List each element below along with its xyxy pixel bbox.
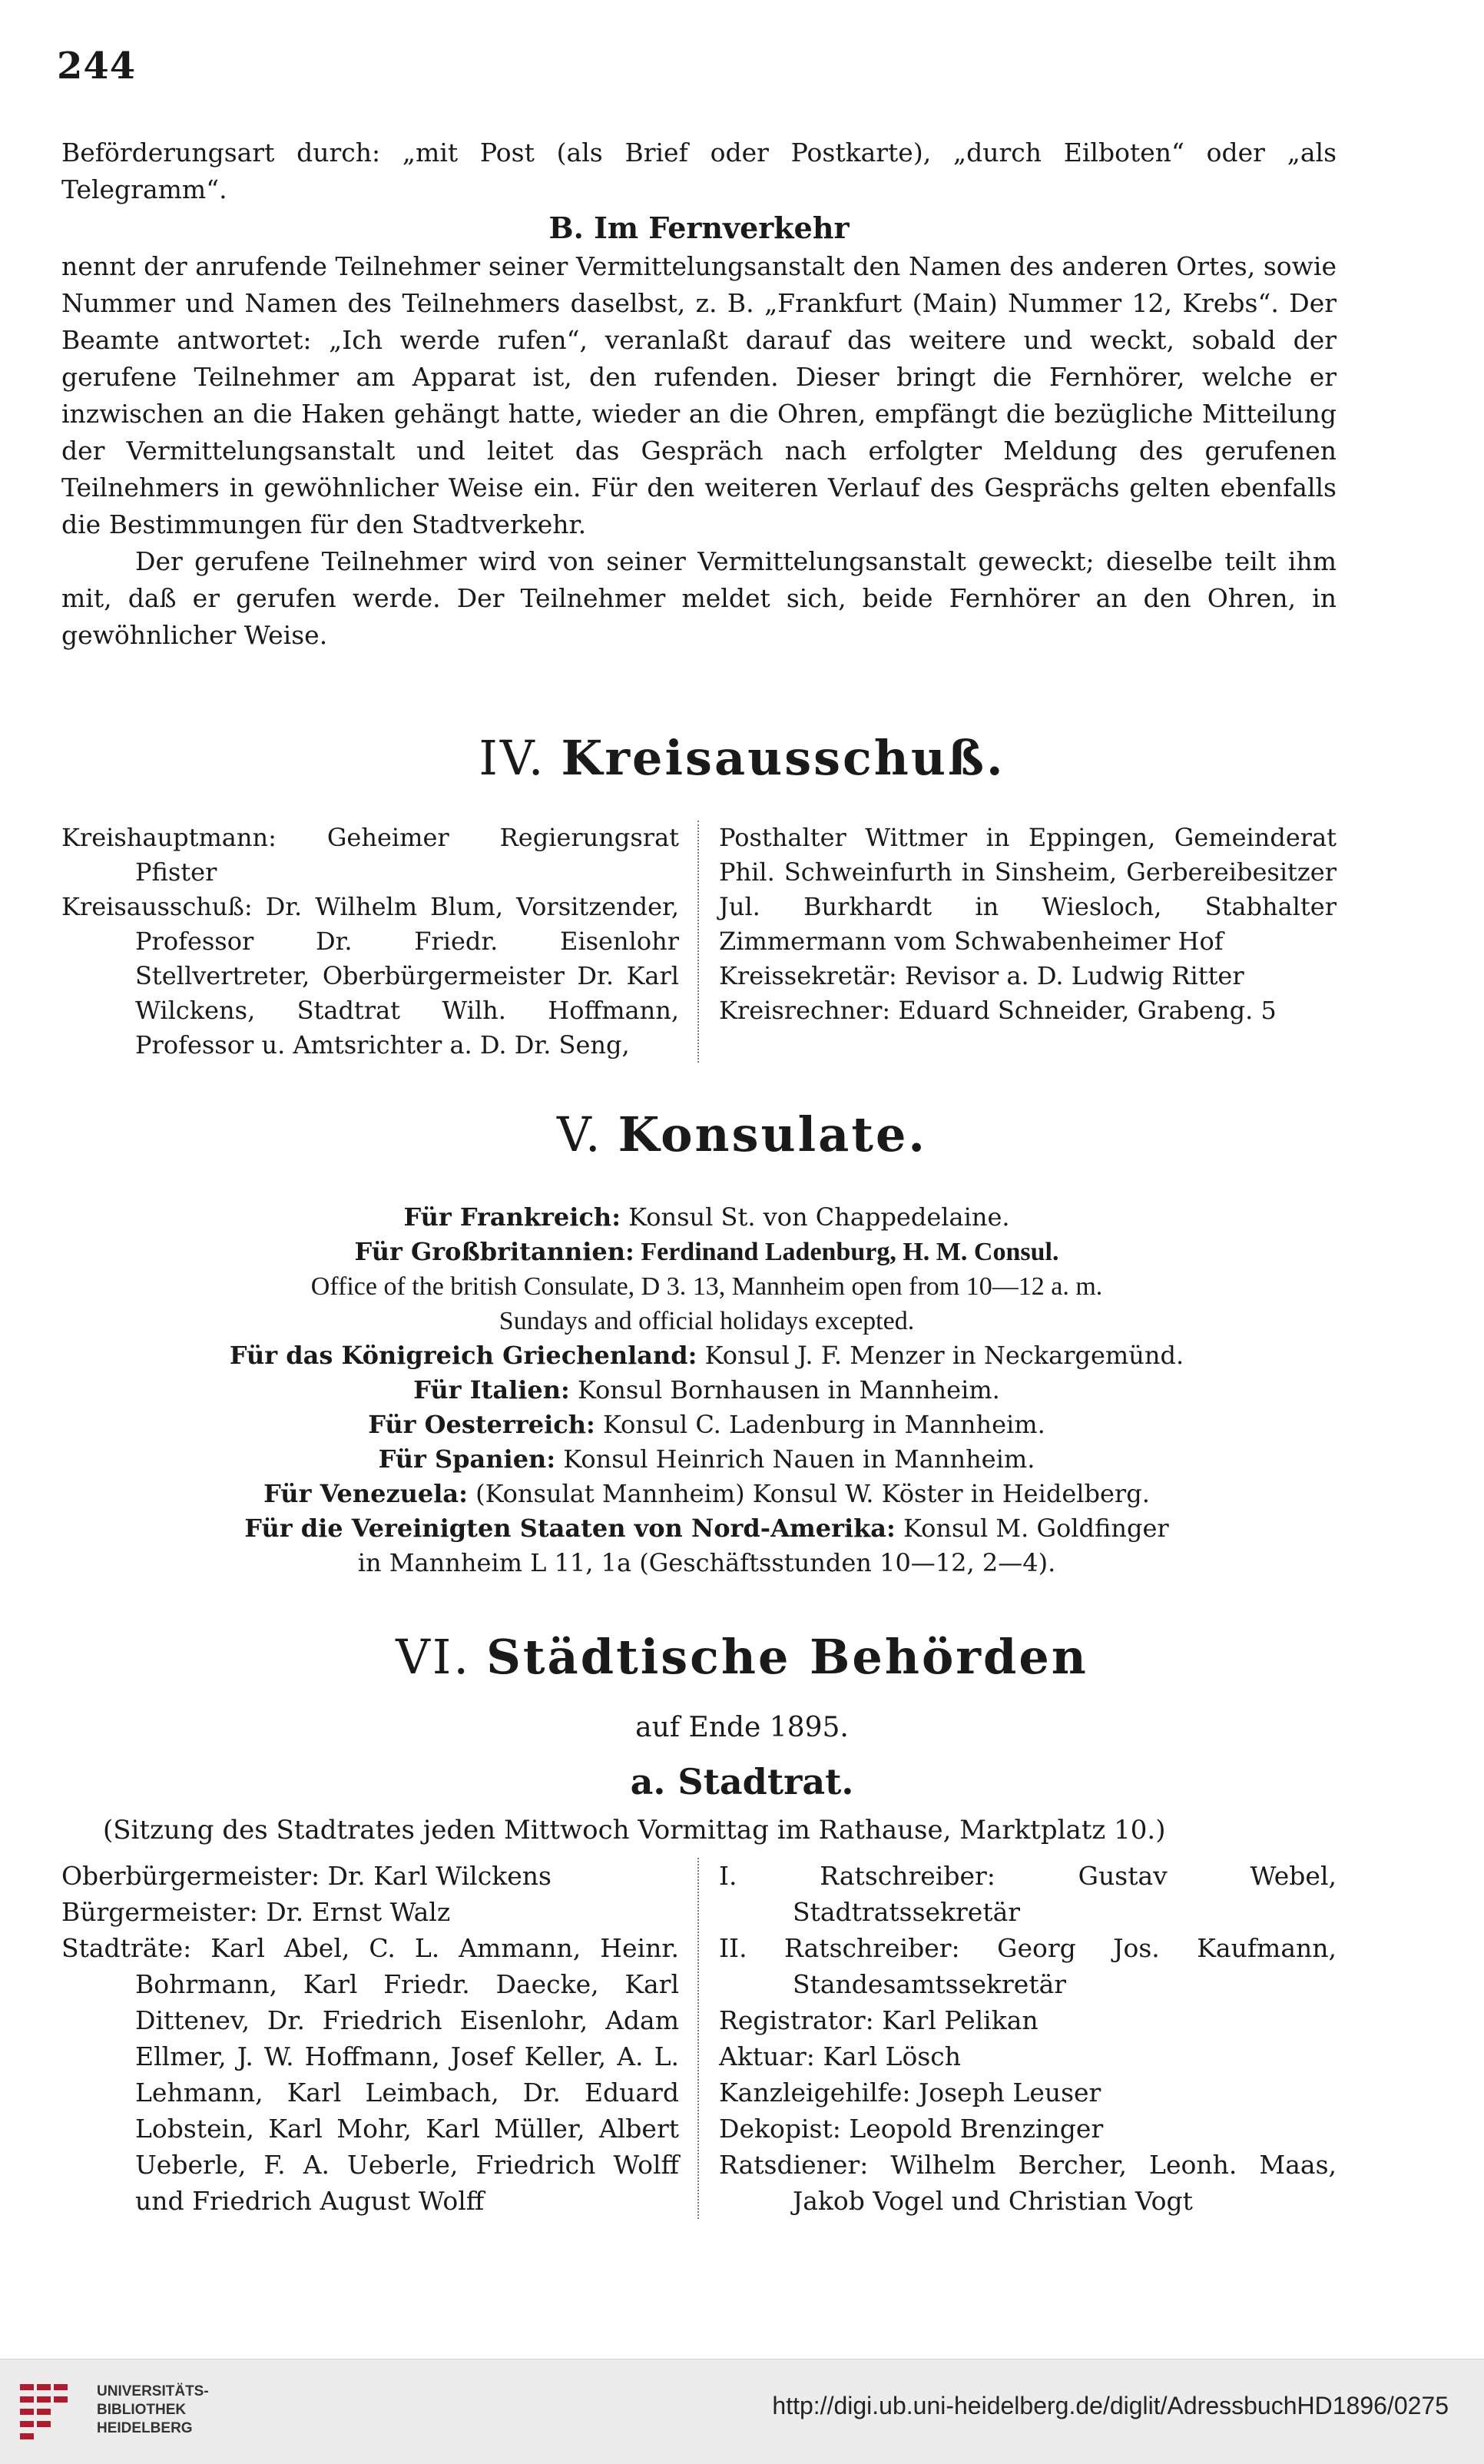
- konsulat-entry: Sundays and official holidays excepted.: [499, 1307, 915, 1335]
- konsulat-text: Konsul C. Ladenburg in Mannheim.: [595, 1410, 1045, 1439]
- konsulat-country: Für Spanien:: [378, 1444, 556, 1474]
- footer-bar: [0, 2359, 1484, 2464]
- konsulat-entry: [69, 1408, 1344, 1442]
- konsulat-entry: [69, 1235, 1344, 1269]
- konsulat-text: Konsul Bornhausen in Mannheim.: [569, 1375, 1000, 1404]
- konsulat-entry: [69, 1442, 1344, 1477]
- konsulat-entry: [69, 1373, 1344, 1408]
- source-url-link[interactable]: http://digi.ub.uni-heidelberg.de/diglit/AdressbuchHD1896/0275: [772, 2392, 1449, 2419]
- dekopist-entry: Dekopist: Leopold Brenzinger: [719, 2114, 1104, 2144]
- konsulat-entry: [69, 1511, 1344, 1546]
- konsulat-text: Konsul Heinrich Nauen in Mannheim.: [555, 1444, 1035, 1474]
- ratschreiber-1-entry: I. Ratschreiber: Gustav Webel, Stadtratssekretär: [719, 1861, 1337, 1927]
- konsulat-text: Konsul M. Goldfinger: [895, 1514, 1169, 1543]
- konsulat-country: Für Oesterreich:: [368, 1410, 595, 1439]
- kreishauptmann-entry: Kreishauptmann: Geheimer Regierungsrat Pfister: [61, 823, 679, 887]
- page-number: 244: [57, 45, 137, 88]
- fernverkehr-text: [61, 134, 1337, 654]
- oberbuergermeister-entry: Oberbürgermeister: Dr. Karl Wilckens: [61, 1861, 552, 1891]
- section-number: VI.: [396, 1629, 472, 1685]
- aktuar-entry: Aktuar: Karl Lösch: [719, 2041, 961, 2071]
- kreisausschuss-right-column: [699, 821, 1337, 1063]
- fernverkehr-heading: B. Im Fernverkehr: [548, 211, 850, 245]
- konsulat-text: Konsul J. F. Menzer in Neckargemünd.: [697, 1341, 1184, 1370]
- kreisausschuss-members-entry: Posthalter Wittmer in Eppingen, Gemeinderat Phil. Schweinfurth in Sinsheim, Gerbereibesitzer Jul. Burkhardt in Wiesloch, Stabhalter Zimmermann vom Schwabenheimer Hof: [719, 823, 1337, 956]
- kreisausschuss-entry: Kreisausschuß: Dr. Wilhelm Blum, Vorsitzender, Professor Dr. Friedr. Eisenlohr Stellvertreter, Oberbürgermeister Dr. Karl Wilckens, Stadtrat Wilh. Hoffmann, Professor u. Amtsrichter a. D. Dr. Seng,: [61, 892, 679, 1060]
- konsulat-country: Für Venezuela:: [263, 1479, 468, 1508]
- library-name-line: BIBLIOTHEK: [97, 2402, 187, 2418]
- konsulat-country: Für die Vereinigten Staaten von Nord-Amerika:: [244, 1514, 896, 1543]
- stadtraete-entry: Stadträte: Karl Abel, C. L. Ammann, Heinr. Bohrmann, Karl Friedr. Daecke, Karl Dittenev, Dr. Friedrich Eisenlohr, Adam Ellmer, J. W. Hoffmann, Josef Keller, A. L. Lehmann, Karl Leimbach, Dr. Eduard Lobstein, Karl Mohr, Karl Müller, Albert Ueberle, F. A. Ueberle, Friedrich Wolff und Friedrich August Wolff: [61, 1933, 679, 2216]
- section-number: V.: [557, 1106, 603, 1162]
- konsulat-text: Ferdinand Ladenburg, H. M. Consul.: [634, 1238, 1059, 1266]
- kanzleigehilfe-entry: Kanzleigehilfe: Joseph Leuser: [719, 2078, 1101, 2107]
- konsulat-entry: [69, 1200, 1344, 1235]
- konsulat-country: Für Italien:: [413, 1375, 570, 1404]
- intro-line: Beförderungsart durch: „mit Post (als Brief oder Postkarte), „durch Eilboten“ oder „als Telegramm“.: [61, 138, 1337, 204]
- konsulat-entry: Office of the british Consulate, D 3. 13, Mannheim open from 10—12 a. m.: [310, 1272, 1103, 1301]
- stadtrat-heading: a. Stadtrat.: [630, 1761, 854, 1802]
- ratschreiber-2-entry: II. Ratschreiber: Georg Jos. Kaufmann, Standesamtssekretär: [719, 1933, 1337, 1999]
- stadtrat-left-column: [61, 1858, 699, 2219]
- ratsdiener-entry: Ratsdiener: Wilhelm Bercher, Leonh. Maas, Jakob Vogel und Christian Vogt: [719, 2150, 1337, 2216]
- fernverkehr-paragraph-1: nennt der anrufende Teilnehmer seiner Vermittelungsanstalt den Namen des anderen Ortes, sowie Nummer und Namen des Teilnehmers daselbst, z. B. „Frankfurt (Main) Nummer 12, Krebs“. Der Beamte antwortet: „Ich werde rufen“, veranlaßt darauf das weitere und weckt, sobald der gerufene Teilnehmer am Apparat ist, den rufenden. Dieser bringt die Fernhörer, welche er inzwischen an die Haken gehängt hatte, wieder an die Ohren, empfängt die bezügliche Mitteilung der Vermittelungsanstalt und leitet das Gespräch nach erfolgter Meldung des gerufenen Teilnehmers in gewöhnlicher Weise ein. Für den weiteren Verlauf des Gesprächs gelten ebenfalls die Bestimmungen für den Stadtverkehr.: [61, 251, 1337, 539]
- university-library-logo-icon: [17, 2376, 91, 2444]
- section-subtitle: auf Ende 1895.: [635, 1712, 849, 1743]
- konsulat-country: Für Großbritannien:: [354, 1237, 634, 1266]
- stadtrat-columns: [61, 1858, 1337, 2219]
- stadtrat-right-column: [699, 1858, 1337, 2219]
- section-title: Kreisausschuß.: [561, 730, 1005, 786]
- kreissekretaer-entry: Kreissekretär: Revisor a. D. Ludwig Ritter: [719, 961, 1244, 990]
- section-number: IV.: [479, 730, 546, 786]
- library-name-line: HEIDELBERG: [97, 2420, 193, 2436]
- section-title: Konsulate.: [618, 1106, 927, 1162]
- fernverkehr-paragraph-2: Der gerufene Teilnehmer wird von seiner Vermittelungsanstalt geweckt; dieselbe teilt ihm mit, daß er gerufen werde. Der Teilnehmer meldet sich, beide Fernhörer an den Ohren, in gewöhnlicher Weise.: [61, 546, 1337, 650]
- kreisausschuss-left-column: [61, 821, 699, 1063]
- konsulat-country: Für das Königreich Griechenland:: [229, 1341, 697, 1370]
- section-heading-konsulate: [0, 1106, 1484, 1162]
- kreisausschuss-columns: [61, 821, 1337, 1063]
- stadtrat-sitzung-note: (Sitzung des Stadtrates jeden Mittwoch Vormittag im Rathause, Marktplatz 10.): [103, 1815, 1166, 1846]
- konsulat-text: (Konsulat Mannheim) Konsul W. Köster in Heidelberg.: [467, 1479, 1150, 1508]
- section-heading-kreisausschuss: [0, 730, 1484, 786]
- library-name-line: UNIVERSITÄTS-: [97, 2383, 209, 2399]
- registrator-entry: Registrator: Karl Pelikan: [719, 2005, 1038, 2035]
- konsulate-list: [69, 1200, 1344, 1580]
- library-name: [97, 2383, 209, 2438]
- konsulat-text: Konsul St. von Chappedelaine.: [621, 1202, 1010, 1232]
- section-heading-staedtische-behoerden: [0, 1629, 1484, 1685]
- konsulat-country: Für Frankreich:: [403, 1202, 621, 1232]
- section-title: Städtische Behörden: [486, 1629, 1088, 1685]
- kreisrechner-entry: Kreisrechner: Eduard Schneider, Grabeng. 5: [719, 996, 1277, 1025]
- konsulat-entry: in Mannheim L 11, 1a (Geschäftsstunden 10—12, 2—4).: [357, 1548, 1056, 1577]
- buergermeister-entry: Bürgermeister: Dr. Ernst Walz: [61, 1897, 451, 1927]
- konsulat-entry: [69, 1338, 1344, 1373]
- konsulat-entry: [69, 1477, 1344, 1511]
